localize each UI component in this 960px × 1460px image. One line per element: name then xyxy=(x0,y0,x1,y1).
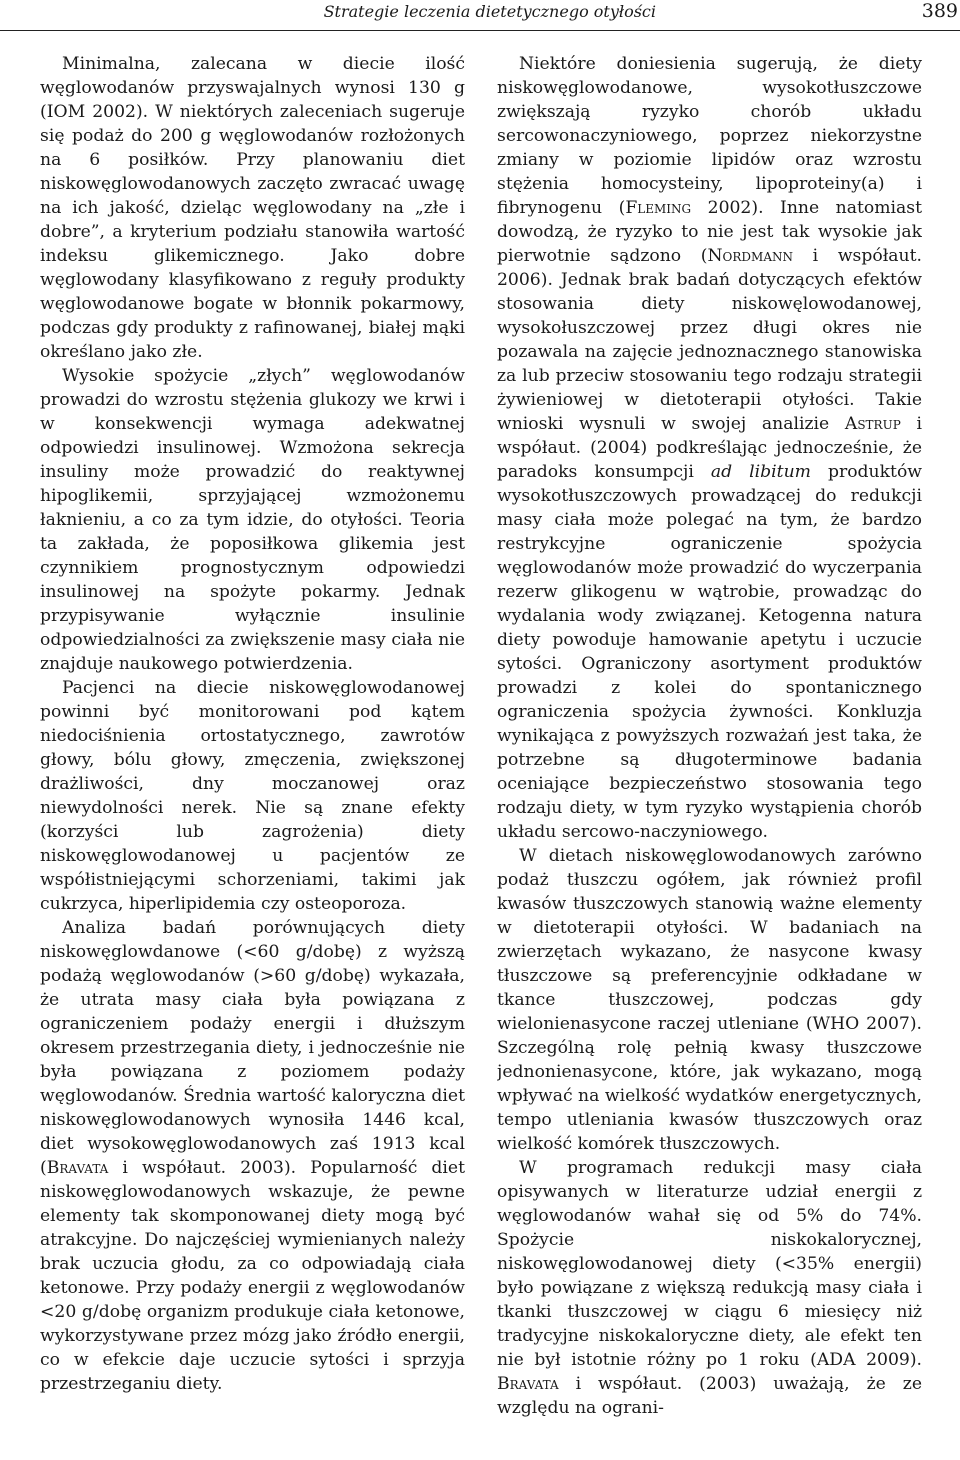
text-run: i współaut. (2004) podkreślając jednocześnie, że paradoks konsumpcji xyxy=(497,414,922,482)
author-citation: Bravata xyxy=(497,1374,559,1394)
italic-phrase: ad libitum xyxy=(710,462,811,482)
left-column xyxy=(40,52,465,1396)
running-title: Strategie leczenia dietetycznego otyłości xyxy=(323,2,656,21)
paragraph: Wysokie spożycie „złych” węglowodanów prowadzi do wzrostu stężenia glukozy we krwi i w konsekwencji wymaga adekwatnej odpowiedzi insulinowej. Wzmożona sekrecja insuliny może prowadzić do reaktywnej hipoglikemii, sprzyjającej wzmożonemu łaknieniu, a co za tym idzie, do otyłości. Teoria ta zakłada, że poposiłkowa glikemia jest czynnikiem prognostycznym odpowiedzi insulinowej na spożyte pokarmy. Jednak przypisywanie wyłącznie insulinie odpowiedzialności za zwiększenie masy ciała nie znajduje naukowego potwierdzenia. xyxy=(40,366,465,674)
text-run: produktów wysokotłuszczowych prowadzącej do redukcji masy ciała może polegać na tym, że bardzo restrykcyjne ograniczenie spożycia węglowodanów może prowadzić do wyczerpania rezerw glikogenu w wątrobie, prowadząc do wydalania wody związanej. Ketogenna natura diety powoduje hamowanie apetytu i uczucie sytości. Ograniczony asortyment produktów prowadzi z kolei do spontanicznego ograniczenia spożycia żywności. Konkluzja wynikająca z powyższych rozważań jest taka, że potrzebne są długoterminowe badania oceniające bezpieczeństwo stosowania tego rodzaju diety, w tym ryzyko wystąpienia chorób układu sercowo-naczyniowego. xyxy=(497,462,922,842)
header-rule xyxy=(0,30,960,31)
paragraph xyxy=(497,52,922,844)
author-citation: Bravata xyxy=(46,1158,109,1178)
paragraph: Minimalna, zalecana w diecie ilość węglowodanów przyswajalnych wynosi 130 g (IOM 2002). W niektórych zaleceniach sugeruje się podaż do 200 g węglowodanów rozłożonych na 6 posiłków. Przy planowaniu diet niskowęglowodanowych zaczęto zwracać uwagę na ich jakość, dzieląc węglowodany na „złe i dobre”, a kryterium podziału stanowiła wartość indeksu glikemicznego. Jako dobre węglowodany klasyfikowano z reguły produkty węglowodanowe bogate w błonnik pokarmowy, podczas gdy produkty z rafinowanej, białej mąki określano jako złe. xyxy=(40,54,465,362)
text-run: i współaut. (2003) uważają, że ze względu na ograni- xyxy=(497,1374,922,1418)
author-citation: Astrup xyxy=(844,414,901,434)
paragraph: Pacjenci na diecie niskowęglowodanowej powinni być monitorowani pod kątem niedociśnienia ortostatycznego, zawrotów głowy, bólu głowy, zmęczenia, zwiększonej drażliwości, dny moczanowej oraz niewydolności nerek. Nie są znane efekty (korzyści lub zagrożenia) diety niskowęglowodanowej u pacjentów ze współistniejącymi schorzeniami, takimi jak cukrzyca, hiperlipidemia czy osteoporoza. xyxy=(40,678,465,914)
paragraph: W dietach niskowęglowodanowych zarówno podaż tłuszczu ogółem, jak również profil kwasów tłuszczowych stanowią ważne elementy w dietoterapii otyłości. W badaniach na zwierzętach wykazano, że nasycone kwasy tłuszczowe są preferencyjnie odkładane w tkance tłuszczowej, podczas gdy wielonienasycone raczej utleniane (WHO 2007). Szczególną rolę pełnią kwasy tłuszczowe jednonienasycone, które, jak wykazano, mogą wpływać na wielkość wydatków energetycznych, tempo utleniania kwasów tłuszczowych oraz wielkość komórek tłuszczowych. xyxy=(497,846,922,1154)
page-number: 389 xyxy=(921,0,958,22)
paragraph xyxy=(40,916,465,1396)
text-run: Niektóre doniesienia sugerują, że diety niskowęglowodanowe, wysokotłuszczowe zwiększają ryzyko chorób układu sercowonaczyniowego, poprzez niekorzystne zmiany w poziomie lipidów oraz wzrostu stężenia homocysteiny, lipoproteiny(a) i fibrynogenu ( xyxy=(497,54,922,218)
text-run: Analiza badań porównujących diety niskowęglowdanowe (<60 g/dobę) z wyższą podażą węglowodanów (>60 g/dobę) wykazała, że utrata masy ciała była powiązana z ograniczeniem podaży energii i dłuższym okresem przestrzegania diety, i jednocześnie nie była powiązana z poziomem podaży węglowodanów. Średnia wartość kaloryczna diet niskowęglowodanowych wynosiła 1446 kcal, diet wysokowęglowodanowych zaś 1913 kcal ( xyxy=(40,918,465,1178)
text-run: W programach redukcji masy ciała opisywanych w literaturze udział energii z węglowodanów wahał się od 5% do 74%. Spożycie niskokalorycznej, niskowęglowodanowej diety (<35% energii) było powiązane z większą redukcją masy ciała i tkanki tłuszczowej w ciągu 6 miesięcy niż tradycyjne niskokaloryczne diety, ale efekt ten nie był istotnie różny po 1 roku (ADA 2009). xyxy=(497,1158,922,1370)
right-column xyxy=(497,52,922,1420)
text-run: i współaut. 2006). Jednak brak badań dotyczących efektów stosowania diety niskowęlowodanowej, wysokołuszczowej przez długi okres nie pozawala na zajęcie jednoznacznego stanowiska za lub przeciw stosowaniu tego rodzaju strategii żywieniowej w dietoterapii otyłości. Takie wnioski wysnuli w swojej analizie xyxy=(497,246,922,434)
text-run: i współaut. 2003). Popularność diet niskowęglowodanowych wskazuje, że pewne elementy tak skomponowanej diety mogą być atrakcyjne. Do najczęściej wymienianych należy brak uczucia głodu, za co odpowiadają ciała ketonowe. Przy podaży energii z węglowodanów <20 g/dobę organizm produkuje ciała ketonowe, wykorzystywane przez mózg jako źródło energii, co w efekcie daje uczucie sytości i sprzyja przestrzeganiu diety. xyxy=(40,1158,465,1394)
text-run: 2002). Inne natomiast dowodzą, że ryzyko to nie jest tak wysokie jak pierwotnie sądzono ( xyxy=(497,198,922,266)
author-citation: Fleming xyxy=(625,198,692,218)
running-header xyxy=(0,0,960,30)
paragraph xyxy=(497,1156,922,1420)
author-citation: Nordmann xyxy=(707,246,794,266)
